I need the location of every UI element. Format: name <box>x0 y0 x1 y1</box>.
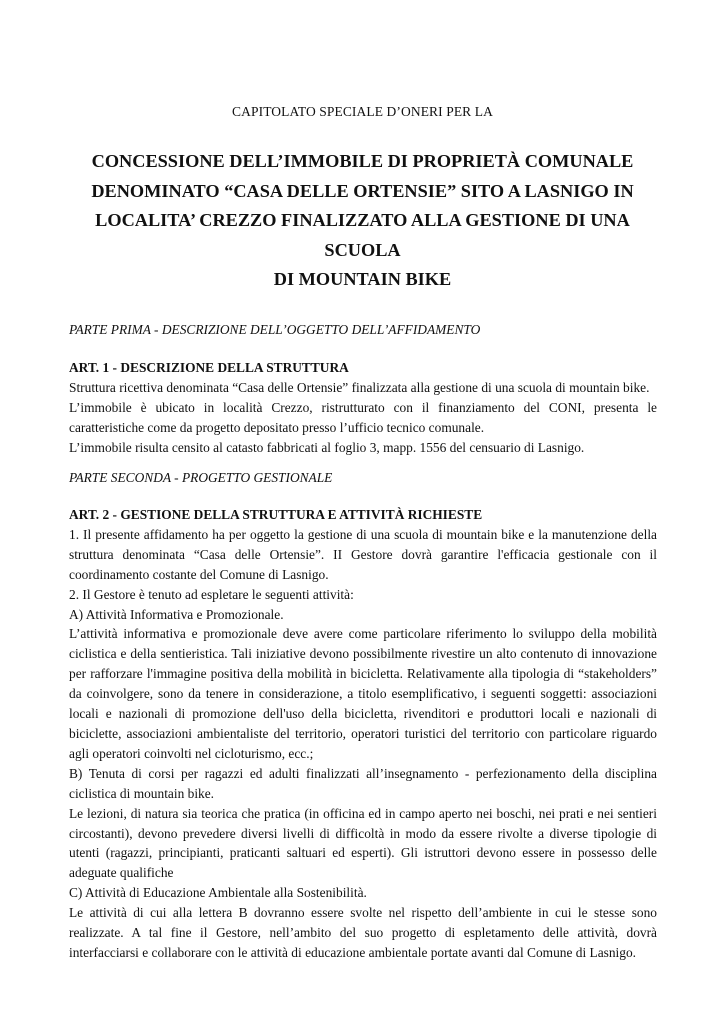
art1-paragraph: Struttura ricettiva denominata “Casa delle Ortensie” finalizzata alla gestione di una scuola di mountain bike. <box>69 379 650 395</box>
document-title <box>60 147 665 295</box>
art2-paragraph: Le lezioni, di natura sia teorica che pratica (in officina ed in campo aperto nei boschi, nei prati e nei sentieri circostanti), devono prevedere diversi livelli di difficoltà in modo da essere rivolte a diverse tipologie di utenti (ragazzi, principianti, praticanti saltuari ed esperti). Gli istruttori devono essere in possesso delle adeguate qualifiche <box>69 805 657 881</box>
title-line: DENOMINATO “CASA DELLE ORTENSIE” SITO A LASNIGO IN <box>91 180 634 201</box>
art1-paragraph: L’immobile risulta censito al catasto fabbricati al foglio 3, mapp. 1556 del censuario di Lasnigo. <box>69 439 585 455</box>
art1-paragraph: L’immobile è ubicato in località Crezzo, ristrutturato con il finanziamento del CONI, presenta le caratteristiche come da progetto depositato presso l’ufficio tecnico comunale. <box>69 399 657 435</box>
art2-paragraph: L’attività informativa e promozionale deve avere come particolare riferimento lo sviluppo della mobilità ciclistica e della sentieristica. Tali iniziative devono possibilmente rivestire un alto contenuto di innovazione per rafforzare l'immagine positiva della mobilità in bicicletta. Relativamente alla tipologia di “stakeholders” da coinvolgere, sono da tenere in considerazione, a titolo esemplificativo, i seguenti soggetti: associazioni locali e nazionali di promozione dell'uso della bicicletta, rivenditori e produttori locali e nazionali di biciclette, associazioni ambientaliste del territorio, operatori turistici del territorio con particolare riguardo agli operatori coinvolti nel cicloturismo, ecc.; <box>69 626 657 761</box>
part2-section <box>69 468 657 488</box>
art2-section <box>69 505 657 963</box>
title-line: CONCESSIONE DELL’IMMOBILE DI PROPRIETÀ COMUNALE <box>91 151 634 171</box>
art2-paragraph: A) Attività Informativa e Promozionale. <box>69 606 284 622</box>
title-line: DI MOUNTAIN BIKE <box>273 269 452 289</box>
part2-heading: PARTE SECONDA - PROGETTO GESTIONALE <box>69 470 333 485</box>
art2-paragraph: 1. Il presente affidamento ha per oggetto la gestione di una scuola di mountain bike e la manutenzione della struttura denominata “Casa delle Ortensie”. II Gestore dovrà garantire l'efficacia gestionale con il coordinamento costante del Comune di Lasnigo. <box>69 526 657 582</box>
art2-paragraph: C) Attività di Educazione Ambientale alla Sostenibilità. <box>69 885 367 901</box>
title-line: LOCALITA’ CREZZO FINALIZZATO ALLA GESTIONE DI UNA SCUOLA <box>95 210 630 260</box>
art2-heading: ART. 2 - GESTIONE DELLA STRUTTURA E ATTIVITÀ RICHIESTE <box>69 507 483 522</box>
art2-paragraph: Le attività di cui alla lettera B dovranno essere svolte nel rispetto dell’ambiente in cui le stesse sono realizzate. A tal fine il Gestore, nell’ambito del suo progetto di espletamento delle attività, dovrà interfacciarsi e collaborare con le attività di educazione ambientale portate avanti dal Comune di Lasnigo. <box>69 905 657 960</box>
art1-heading: ART. 1 - DESCRIZIONE DELLA STRUTTURA <box>69 360 349 375</box>
art1-section <box>69 358 657 458</box>
part1-section <box>69 320 657 340</box>
pre-title: CAPITOLATO SPECIALE D’ONERI PER LA <box>232 104 493 119</box>
art2-paragraph: B) Tenuta di corsi per ragazzi ed adulti finalizzati all’insegnamento - perfezionamento della disciplina ciclistica di mountain bike. <box>69 765 657 801</box>
art2-paragraph: 2. Il Gestore è tenuto ad espletare le seguenti attività: <box>69 586 354 602</box>
part1-heading: PARTE PRIMA - DESCRIZIONE DELL’OGGETTO DELL’AFFIDAMENTO <box>69 322 481 337</box>
